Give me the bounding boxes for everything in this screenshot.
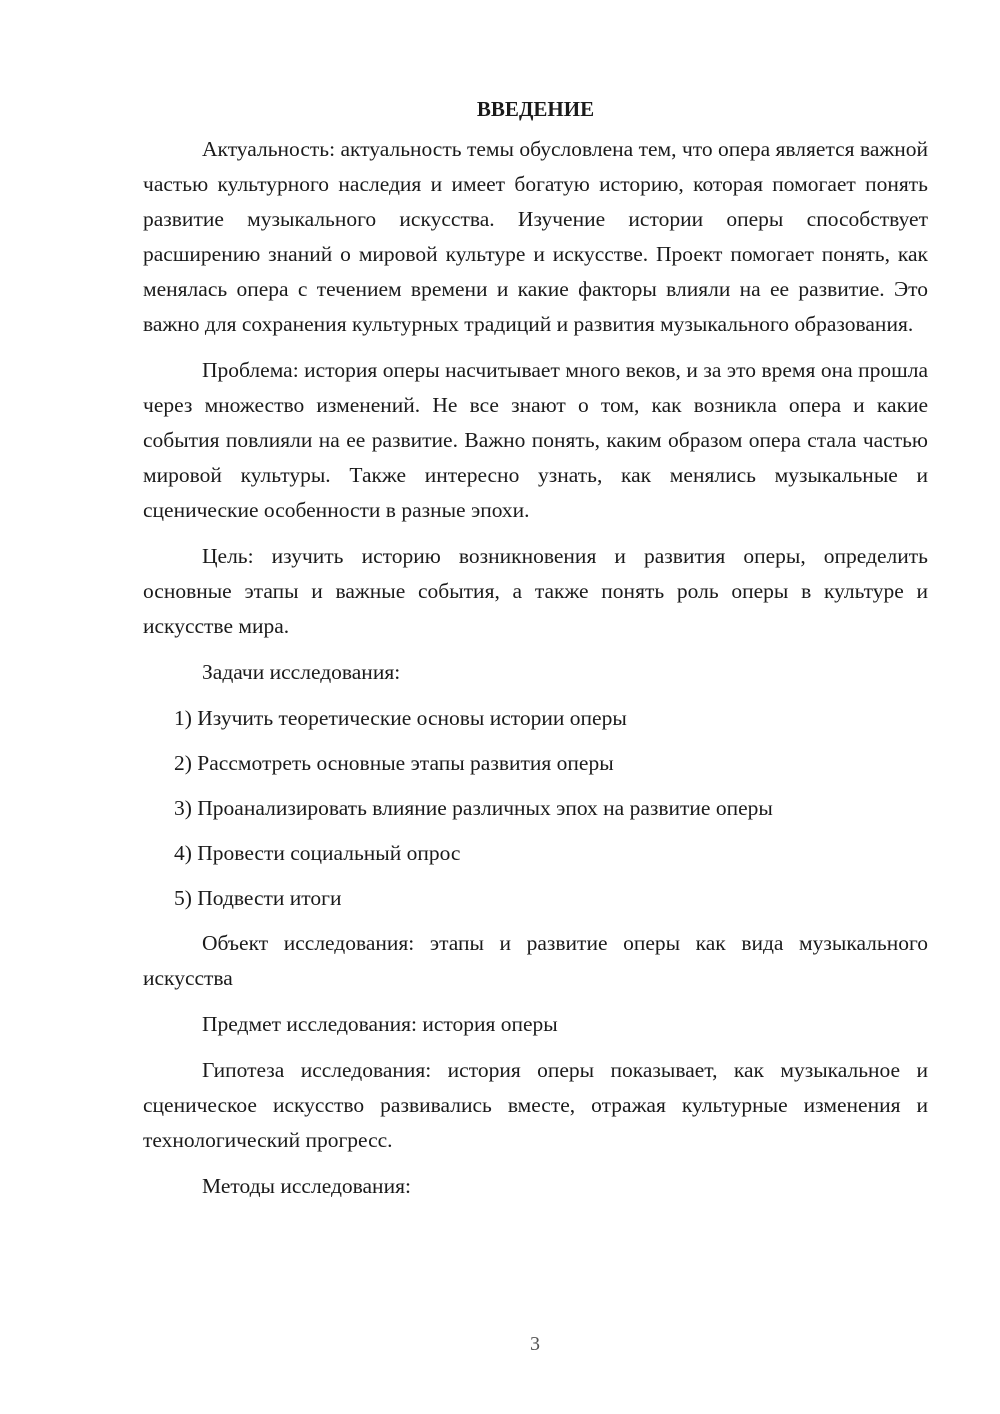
paragraph-subject: Предмет исследования: история оперы bbox=[202, 1012, 558, 1036]
paragraph-methods: Методы исследования: bbox=[202, 1174, 411, 1198]
paragraph-relevance: Актуальность: актуальность темы обусловлена тем, что опера является важной частью культурного наследия и имеет богатую историю, которая помогает понять развитие музыкального искусства. Изучение истории оперы способствует расширению знаний о мировой культуре и искусстве. Проект помогает понять, как менялась опера с течением времени и какие факторы влияли на ее развитие. Это важно для сохранения культурных традиций и развития музыкального образования. bbox=[143, 137, 928, 336]
list-item: 1) Изучить теоретические основы истории оперы bbox=[174, 706, 627, 730]
paragraph-problem: Проблема: история оперы насчитывает много веков, и за это время она прошла через множество изменений. Не все знают о том, как возникла опера и какие события повлияли на ее развитие. Важно понять, каким образом опера стала частью мировой культуры. Также интересно узнать, как менялись музыкальные и сценические особенности в разные эпохи. bbox=[143, 358, 928, 522]
paragraph-tasks-heading: Задачи исследования: bbox=[202, 660, 401, 684]
list-item: 4) Провести социальный опрос bbox=[174, 841, 461, 865]
section-title: ВВЕДЕНИЕ bbox=[476, 97, 595, 121]
tasks-list bbox=[143, 701, 928, 916]
paragraph-hypothesis: Гипотеза исследования: история оперы показывает, как музыкальное и сценическое искусство развивались вместе, отражая культурные изменения и технологический прогресс. bbox=[143, 1058, 928, 1152]
list-item: 3) Проанализировать влияние различных эпох на развитие оперы bbox=[174, 796, 773, 820]
list-item: 2) Рассмотреть основные этапы развития оперы bbox=[174, 751, 614, 775]
page-number: 3 bbox=[530, 1333, 540, 1355]
document-page bbox=[143, 92, 928, 1215]
paragraph-goal: Цель: изучить историю возникновения и развития оперы, определить основные этапы и важные события, а также понять роль оперы в культуре и искусстве мира. bbox=[143, 544, 928, 638]
list-item: 5) Подвести итоги bbox=[174, 886, 342, 910]
paragraph-object: Объект исследования: этапы и развитие оперы как вида музыкального искусства bbox=[143, 931, 928, 990]
